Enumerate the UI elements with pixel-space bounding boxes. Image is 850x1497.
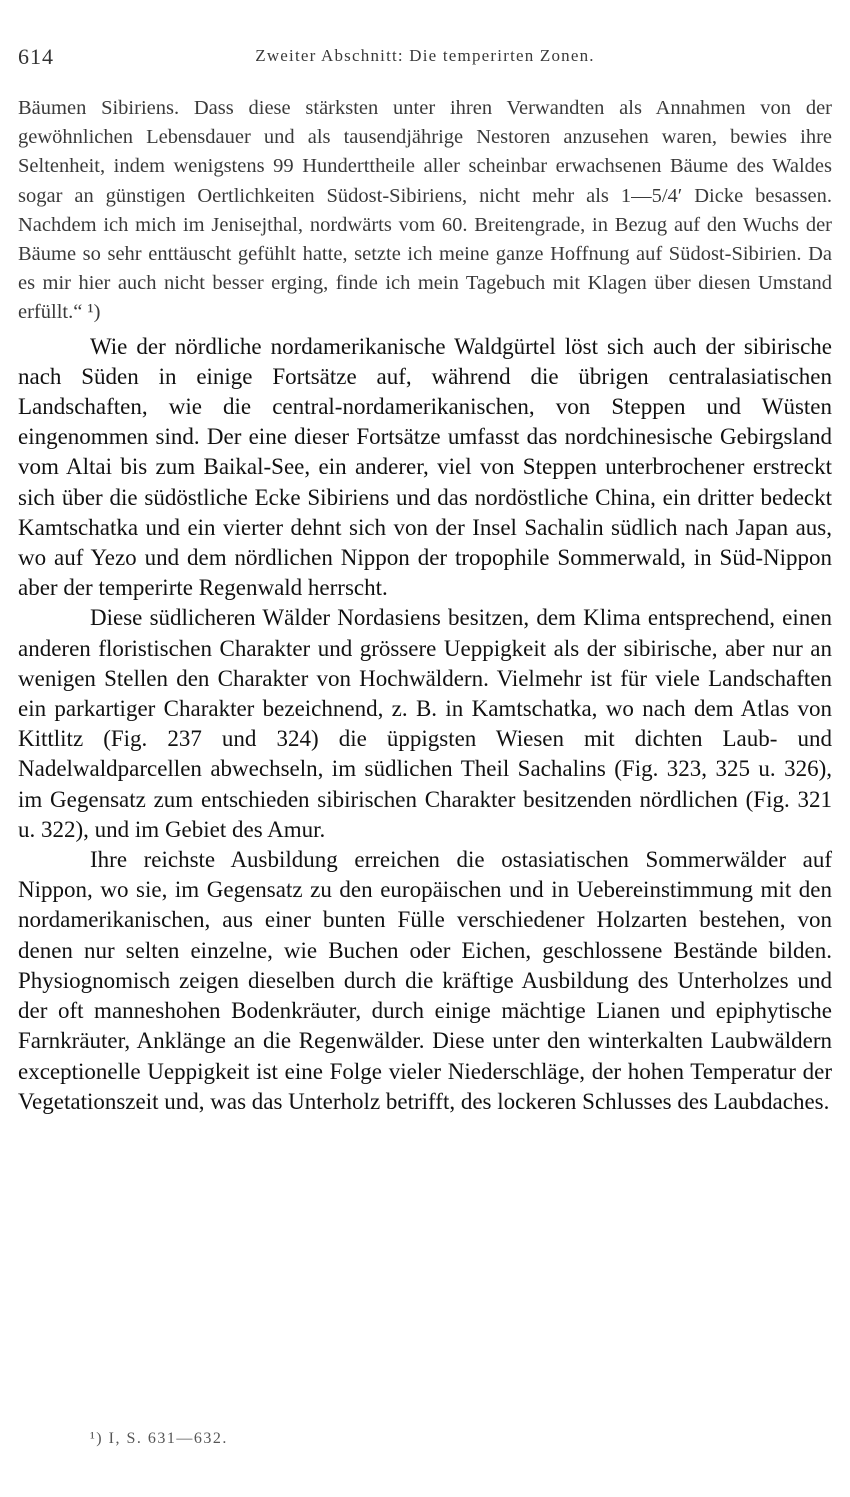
paragraph-continuation: Bäumen Sibiriens. Dass diese stärksten unter ihren Verwandten als Annahmen von der gewöhnlichen Lebensdauer und als tausendjährige Nestoren anzusehen waren, bewies ihre Seltenheit, indem wenigstens 99 Hunderttheile aller scheinbar erwachsenen Bäume des Waldes sogar an günstigen Oertlichkeiten Südost-Sibiriens, nicht mehr als 1—5/4′ Dicke besassen. Nachdem ich mich im Jenisejthal, nordwärts vom 60. Breitengrade, in Bezug auf den Wuchs der Bäume so sehr enttäuscht gefühlt hatte, setzte ich meine ganze Hoffnung auf Südost-Sibirien. Da es mir hier auch nicht besser erging, finde ich mein Tagebuch mit Klagen über diesen Umstand erfüllt.“ ¹) <box>18 97 832 324</box>
body-text <box>18 94 832 1117</box>
page-number: 614 <box>18 44 54 69</box>
running-head <box>18 44 832 74</box>
paragraph-nippon-sommerwaelder: Ihre reichste Ausbildung erreichen die ostasiatischen Sommerwälder auf Nippon, wo sie, im Gegensatz zu den europäischen und in Uebereinstimmung mit den nordamerikanischen, aus einer bunten Fülle verschiedener Holzarten bestehen, von denen nur selten einzelne, wie Buchen oder Eichen, geschlossene Bestände bilden. Physiognomisch zeigen dieselben durch die kräftige Ausbildung des Unterholzes und der oft manneshohen Bodenkräuter, durch einige mächtige Lianen und epiphytische Farnkräuter, Anklänge an die Regenwälder. Diese unter den winterkalten Laubwäldern exceptionelle Ueppigkeit ist eine Folge vieler Niederschläge, der hohen Temperatur der Vegetationszeit und, was das Unterholz betrifft, des lockeren Schlusses des Laubdaches. <box>18 847 832 1114</box>
paragraph-nordasien-waelder: Diese südlicheren Wälder Nordasiens besitzen, dem Klima entsprechend, einen anderen floristischen Charakter und grössere Ueppigkeit als der sibirische, aber nur an wenigen Stellen den Charakter von Hochwäldern. Vielmehr ist für viele Landschaften ein parkartiger Charakter bezeichnend, z. B. in Kamtschatka, wo nach dem Atlas von Kittlitz (Fig. 237 und 324) die üppigsten Wiesen mit dichten Laub- und Nadelwaldparcellen abwechseln, im südlichen Theil Sachalins (Fig. 323, 325 u. 326), im Gegensatz zum entschieden sibirischen Charakter besitzenden nördlichen (Fig. 321 u. 322), und im Gebiet des Amur. <box>18 605 832 842</box>
paragraph-waldguertel: Wie der nördliche nordamerikanische Waldgürtel löst sich auch der sibirische nach Süden in einige Fortsätze auf, während die übrigen centralasiatischen Landschaften, wie die central-nordamerikanischen, von Steppen und Wüsten eingenommen sind. Der eine dieser Fortsätze umfasst das nordchinesische Gebirgsland vom Altai bis zum Baikal-See, ein anderer, viel von Steppen unterbrochener erstreckt sich über die südöstliche Ecke Sibiriens und das nordöstliche China, ein dritter bedeckt Kamtschatka und ein vierter dehnt sich von der Insel Sachalin südlich nach Japan aus, wo auf Yezo und dem nördlichen Nippon der tropophile Sommerwald, in Süd-Nippon aber der temperirte Regenwald herrscht. <box>18 333 832 601</box>
footnote: ¹) I, S. 631—632. <box>90 1430 228 1447</box>
running-title: Zweiter Abschnitt: Die temperirten Zonen. <box>255 46 595 65</box>
